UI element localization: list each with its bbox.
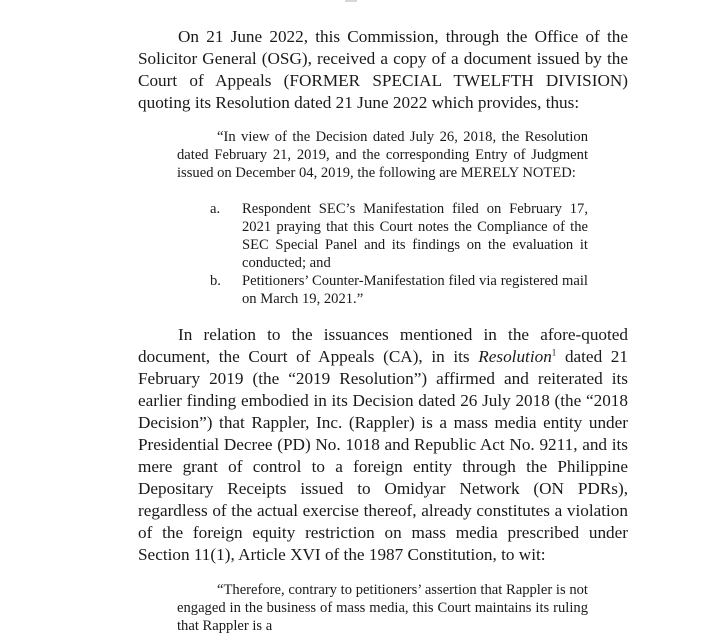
list-item [177,272,588,308]
paragraph-text: dated 21 February 2019 (the “2019 Resolution”) affirmed and reiterated its earlier finding embodied in its Decision dated 26 July 2018 (the “2018 Decision”) that Rappler, Inc. (Rappler) is a mass media entity under Presidential Decree (PD) No. 1018 and Republic Act No. 9211, and its mere grant of control to a foreign entity through the Philippine Depositary Receipts issued to Omidyar Network (ON PDRs), regardless of the actual exercise thereof, already constitutes a violation of the foreign equity restriction on mass media prescribed under Section 11(1), Article XVI of the 1987 Constitution, to wit: [138,347,628,564]
list-marker: b. [210,273,221,289]
list-item [177,200,588,272]
quoted-resolution-intro: “In view of the Decision dated July 26, 2018, the Resolution dated February 21, 2019, and the corresponding Entry of Judgment issued on December 04, 2019, the following are MERELY NOTED: [177,129,588,181]
footnote-ref[interactable]: 1 [551,347,557,358]
quoted-resolution-list [177,200,588,308]
paragraph-ca-resolution [138,324,628,566]
paragraph-text: In relation to the issuances mentioned in the afore-quoted document, the Court of Appeals (CA), in its [138,325,628,366]
quoted-ruling: “Therefore, contrary to petitioners’ assertion that Rappler is not engaged in the business of mass media, this Court maintains its ruling that Rappler is a [177,582,588,634]
list-item-text: Petitioners’ Counter-Manifestation filed via registered mail on March 19, 2021.” [242,273,588,307]
scan-mark [345,0,357,2]
list-item-text: Respondent SEC’s Manifestation filed on February 17, 2021 praying that this Court notes the Compliance of the SEC Special Panel and its findings on the evaluation it conducted; and [242,201,588,271]
italic-resolution: Resolution [478,347,552,366]
list-marker: a. [210,201,221,217]
paragraph-osg-receipt: On 21 June 2022, this Commission, through the Office of the Solicitor General (OSG), received a copy of a document issued by the Court of Appeals (FORMER SPECIAL TWELFTH DIVISION) quoting its Resolution dated 21 June 2022 which provides, thus: [138,27,628,112]
